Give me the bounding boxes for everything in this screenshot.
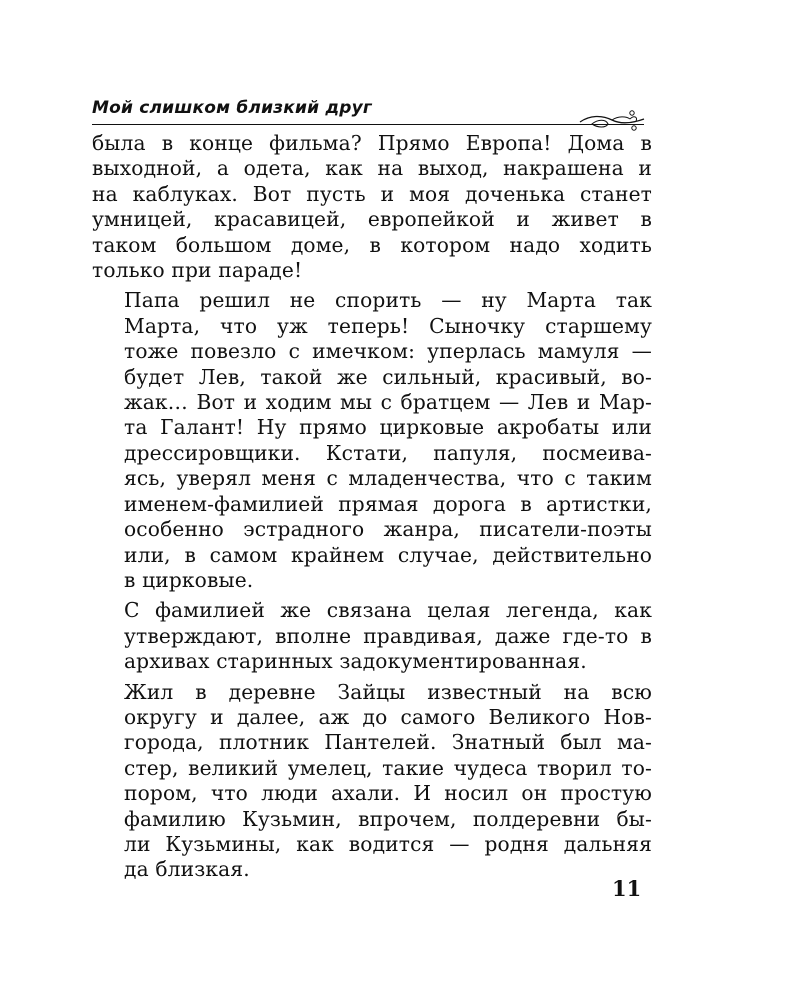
text-line: архивах старинных задокументированная. xyxy=(124,649,587,674)
text-line: фамилию Кузьмин, впрочем, полдеревни бы- xyxy=(124,806,652,831)
text-line: дрессировщики. Кстати, папуля, посмеива- xyxy=(124,440,652,465)
text-line: ли Кузьмины, как водится — родня дальняя xyxy=(124,831,652,856)
text-line: особенно эстрадного жанра, писатели-поэты xyxy=(124,517,652,542)
text-line: таком большом доме, в котором надо ходить xyxy=(92,232,652,257)
text-line: или, в самом крайнем случае, действительно xyxy=(124,542,652,567)
text-line: в цирковые. xyxy=(124,567,254,592)
page-number: 11 xyxy=(612,876,642,901)
paragraph xyxy=(92,288,652,593)
text-line: округу и далее, аж до самого Великого Нов- xyxy=(124,704,652,729)
text-line: города, плотник Пантелей. Знатный был ма- xyxy=(124,730,652,755)
text-line: Марта, что уж теперь! Сыночку старшему xyxy=(124,313,652,338)
text-line: Папа решил не спорить — ну Марта так xyxy=(124,288,652,313)
header-rule xyxy=(92,124,644,125)
text-line: та Галант! Ну прямо цирковые акробаты или xyxy=(124,415,652,440)
text-line: ясь, уверял меня с младенчества, что с таким xyxy=(124,466,652,491)
text-line: жак… Вот и ходим мы с братцем — Лев и Мар- xyxy=(124,390,652,415)
text-line: именем-фамилией прямая дорога в артистки, xyxy=(124,491,652,516)
text-line: Жил в деревне Зайцы известный на всю xyxy=(124,679,652,704)
text-line: будет Лев, такой же сильный, красивый, во- xyxy=(124,364,652,389)
text-line: стер, великий умелец, такие чудеса творил то- xyxy=(124,755,652,780)
text-line: была в конце фильма? Прямо Европа! Дома в xyxy=(92,131,652,155)
main-text xyxy=(92,131,652,883)
text-line: С фамилией же связана целая легенда, как xyxy=(124,598,652,623)
text-line: пором, что люди ахали. И носил он простую xyxy=(124,781,652,806)
text-line: на каблуках. Вот пусть и моя доченька станет xyxy=(92,181,652,206)
paragraph xyxy=(92,680,652,883)
text-line: тоже повезло с имечком: уперлась мамуля — xyxy=(124,339,652,364)
text-line: умницей, красавицей, европейкой и живет в xyxy=(92,207,652,232)
text-line: выходной, а одета, как на выход, накрашена и xyxy=(92,156,652,181)
text-line: утверждают, вполне правдивая, даже где-то в xyxy=(124,623,652,648)
paragraph xyxy=(92,131,652,283)
text-line: да близкая. xyxy=(124,857,250,882)
text-line: только при параде! xyxy=(92,258,303,283)
running-title: Мой слишком близкий друг xyxy=(92,98,373,118)
paragraph xyxy=(92,598,652,674)
